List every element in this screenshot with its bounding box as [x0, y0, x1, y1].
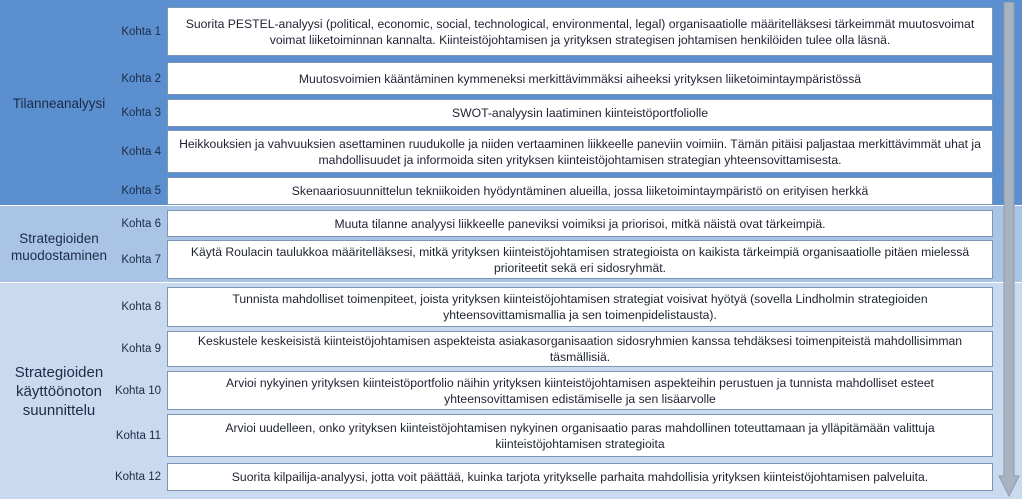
- step-label-11: Kohta 11: [115, 429, 161, 442]
- down-arrow-icon: [998, 2, 1020, 497]
- step-box-2: Muutosvoimien kääntäminen kymmeneksi merkittävimmäksi aiheeksi yrityksen liiketoimintaympäristössä: [167, 62, 993, 95]
- step-label-3: Kohta 3: [121, 107, 161, 119]
- step-label-5: Kohta 5: [121, 185, 161, 197]
- step-label-6: Kohta 6: [121, 217, 161, 230]
- step-box-3: SWOT-analyysin laatiminen kiinteistöportfoliolle: [167, 99, 993, 127]
- step-box-12: Suorita kilpailija-analyysi, jotta voit päättää, kuinka tarjota yritykselle parhaita mahdollisia yrityksen kiinteistöjohtamisen palveluita.: [167, 463, 993, 491]
- step-box-9: Keskustele keskeisistä kiinteistöjohtamisen aspekteista asiakasorganisaation sidosryhmien kanssa tehdäksesi toimenpiteistä mahdollisimman täsmällisiä.: [167, 331, 993, 367]
- phase-label-2: Strategioiden muodostaminen: [10, 230, 108, 263]
- phase-label-1: Tilanneanalyysi: [12, 95, 106, 111]
- step-label-12: Kohta 12: [114, 471, 161, 483]
- step-box-4: Heikkouksien ja vahvuuksien asettaminen ruudukolle ja niiden vertaaminen liikkeelle paneviin voimiin. Tämän pitäisi paljastaa merkittävimmät uhat ja mahdollisuudet ja informoida siten yrityksen kiinteistöjohtamisen strategian yhteensovittamisesta.: [167, 130, 993, 173]
- step-label-10: Kohta 10: [114, 384, 161, 397]
- step-box-6: Muuta tilanne analyysi liikkeelle paneviksi voimiksi ja priorisoi, mitkä näistä ovat tärkeimpiä.: [167, 210, 993, 237]
- step-box-8: Tunnista mahdolliset toimenpiteet, joista yrityksen kiinteistöjohtamisen strategiat voisivat hyötyä (sovella Lindholmin strategioiden yhteensovittamismallia ja sen toimenpidelistausta).: [167, 287, 993, 327]
- step-box-10: Arvioi nykyinen yrityksen kiinteistöportfolio näihin yrityksen kiinteistöjohtamisen aspekteihin perustuen ja tunnista mahdolliset esteet yhteensovittamisen edistämiselle ja sen lisäarvolle: [167, 371, 993, 410]
- phase-label-3: Strategioiden käyttöönoton suunnittelu: [14, 363, 104, 419]
- step-box-7: Käytä Roulacin taulukkoa määritelläksesi, mitkä yrityksen kiinteistöjohtamisen strategioista on kaikista tärkeimpiä organisaatiolle pitäen mielessä prioriteetit sekä eri sidosryhmät.: [167, 240, 993, 279]
- step-label-9: Kohta 9: [121, 343, 161, 355]
- step-label-7: Kohta 7: [121, 253, 161, 266]
- step-label-2: Kohta 2: [121, 72, 161, 85]
- step-label-1: Kohta 1: [121, 25, 161, 38]
- step-box-1: Suorita PESTEL-analyysi (political, economic, social, technological, environmental, legal) organisaatiolle määritelläksesi tärkeimmät muutosvoimat voimat liiketoiminnan kannalta. Kiinteistöjohtamisen ja yrityksen strategisen johtamisen henkilöiden tulee olla läsnä.: [167, 7, 993, 56]
- step-box-5: Skenaariosuunnittelun tekniikoiden hyödyntäminen alueilla, jossa liiketoimintaympäristö on erityisen herkkä: [167, 177, 993, 205]
- step-label-4: Kohta 4: [121, 145, 161, 158]
- arrow-shape: [999, 2, 1019, 496]
- step-box-11: Arvioi uudelleen, onko yrityksen kiinteistöjohtamisen nykyinen organisaatio paras mahdollinen toteuttamaan ja ylläpitämään valittuja kiinteistöjohtamisen strategioita: [167, 414, 993, 457]
- step-label-8: Kohta 8: [121, 301, 161, 313]
